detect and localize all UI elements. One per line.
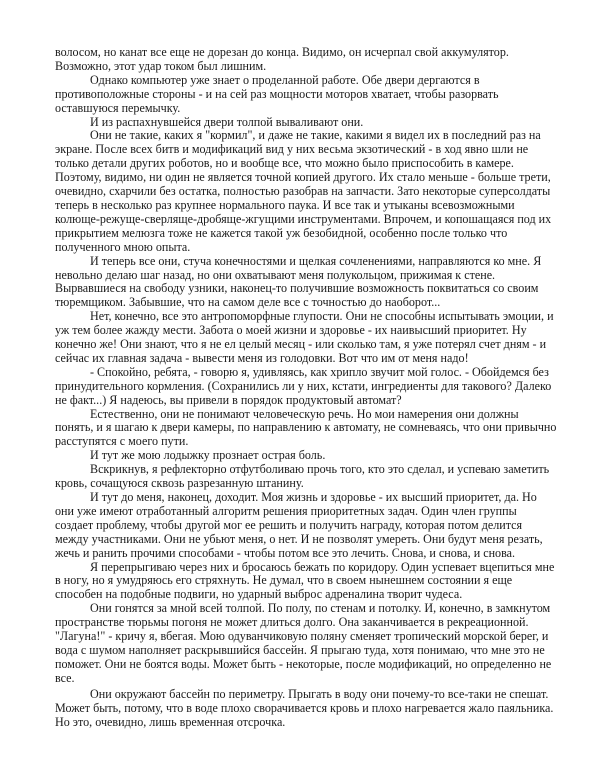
text-line: тюремщиком. Забывшие, что на самом деле все с точностью до наоборот... bbox=[55, 295, 441, 310]
text-line: сейчас их главная задача - вывести меня из голодовки. Вот что им от меня надо! bbox=[55, 350, 469, 365]
text-line: невольно делаю шаг назад, но они охватывают меня полукольцом, прижимая к стене. bbox=[55, 267, 496, 282]
paragraph bbox=[55, 602, 550, 685]
text-line: полученного мною опыта. bbox=[55, 239, 191, 254]
text-line: И тут же мою лодыжку прознает острая боль. bbox=[90, 448, 326, 463]
text-line: И тут до меня, наконец, доходит. Моя жизнь и здоровье - их высший приоритет, да. Но bbox=[90, 490, 537, 504]
text-line: кровь, сочащуюся сквозь разрезанную штанину. bbox=[55, 476, 304, 491]
text-line: расступятся с моего пути. bbox=[55, 434, 189, 449]
paragraph bbox=[55, 686, 554, 730]
paragraph bbox=[55, 406, 557, 450]
text-line: конечно же! Они знают, что я не ел целый месяц - или сколько там, я уже потерял счет дням - и bbox=[55, 337, 547, 352]
text-line: способен на подобные подвиги, но ударный выброс адреналина творит чудеса. bbox=[55, 587, 463, 602]
text-line: очевидно, схарчили без остатка, полностью разобрав на запчасти. Зато некоторые суперсолдаты bbox=[55, 184, 551, 199]
text-line: Я перепрыгиваю через них и бросаюсь бежать по коридору. Один успевает вцепиться мне bbox=[90, 559, 555, 574]
paragraph bbox=[55, 46, 550, 74]
paragraph bbox=[55, 449, 550, 463]
text-line: экране. После всех битв и модификаций вид у них весьма экзотический - в ход явно шли не bbox=[55, 142, 529, 157]
text-line: противоположные стороны - и на сей раз мощности моторов хватает, чтобы разорвать bbox=[55, 86, 499, 101]
text-line: Поэтому, видимо, ни один не является точной копией другого. Их стало меньше - больше трети, bbox=[55, 170, 551, 185]
text-line: И из распахнувшейся двери толпой вываливают они. bbox=[90, 114, 364, 129]
text-line: теперь в несколько раз крупнее нормального паука. И все так и утыканы всевозможными bbox=[55, 197, 515, 212]
text-line: Нет, конечно, все это антропоморфные глупости. Они не способны испытывать эмоции, и bbox=[90, 309, 554, 324]
text-line: понять, и я шагаю к двери камеры, по направлению к автомату, не сомневаясь, что они привычно bbox=[55, 420, 557, 435]
text-line: Они не такие, каких я "кормил", и даже не такие, какими я видел их в последний раз на bbox=[90, 128, 541, 143]
text-line: Они гонятся за мной всей толпой. По полу, по стенам и потолку. И, конечно, в замкнутом bbox=[90, 601, 551, 616]
text-line: Может быть, потому, что в воде плохо сворачивается кровь и плохо нагревается жало паяльника. bbox=[55, 700, 554, 715]
text-line: Однако компьютер уже знает о проделанной работе. Обе двери дергаются в bbox=[90, 72, 480, 87]
paragraph bbox=[55, 491, 550, 561]
text-line: "Лагуна!" - кричу я, вбегая. Мою одуванчиковую поляну сменяет тропический морской берег, и bbox=[55, 629, 549, 644]
text-line: принудительного кормления. (Сохранились ли у них, кстати, ингредиенты для такового? Далеко bbox=[55, 378, 552, 393]
text-line: И теперь все они, стуча конечностями и щелкая сочленениями, направляются ко мне. Я bbox=[90, 253, 542, 268]
text-line: Вскрикнув, я рефлекторно отфутболиваю прочь того, кто это сделал, и успеваю заметить bbox=[90, 462, 550, 477]
text-line: Возможно, этот удар током был лишним. bbox=[55, 58, 267, 73]
text-line: Вырвавшиеся на свободу узники, наконец-то получившие возможность поквитаться со своим bbox=[55, 281, 539, 296]
text-line: - Спокойно, ребята, - говорю я, удивляясь, как хрипло звучит мой голос. - Обойдемся без bbox=[90, 364, 549, 379]
text-line: Но это, очевидно, лишь временная отсрочка. bbox=[55, 714, 286, 729]
text-line: создает проблему, чтобы другой мог ее решить и получить награду, которая потом делится bbox=[55, 517, 523, 532]
paragraph bbox=[55, 309, 554, 366]
text-line: поможет. Они не боятся воды. Может быть - некоторые, после модификаций, но определенно не bbox=[55, 656, 552, 671]
text-line: вода с шумом наполняет раскрывшийся бассейн. Я прыгаю туда, хотя понимаю, что мне это не bbox=[55, 642, 545, 657]
text-line: все. bbox=[55, 670, 75, 685]
text-line: пространстве тюрьмы погоня не может длиться долго. Она заканчивается в рекреационной. bbox=[55, 615, 529, 630]
text-line: волосом, но канат все еще не дорезан до конца. Видимо, он исчерпал свой аккумулятор. bbox=[55, 45, 509, 59]
text-line: они уже имеют отработанный алгоритм решения приоритетных задач. Один член группы bbox=[55, 503, 517, 518]
text-line: оставшуюся перемычку. bbox=[55, 100, 181, 115]
paragraph bbox=[55, 255, 550, 311]
paragraph bbox=[55, 116, 550, 130]
text-line: колюще-режуще-сверляще-дробяще-жгущими инструментами. Впрочем, и копошащаяся под их bbox=[55, 211, 552, 226]
paragraph bbox=[55, 559, 555, 603]
text-line: прикрытием мелюзга тоже не кажется такой уж безобидной, особенно после только что bbox=[55, 225, 508, 240]
text-line: между участниками. Они не убьют меня, о нет. И не позволят умереть. Они будут меня резать, bbox=[55, 531, 543, 546]
text-line: в ногу, но я умудряюсь его стряхнуть. Не думал, что в своем нынешнем состоянии я еще bbox=[55, 573, 513, 588]
paragraph bbox=[55, 74, 550, 116]
paragraph bbox=[55, 129, 550, 254]
text-line: Они окружают бассейн по периметру. Прыгать в воду они почему-то все-таки не спешат. bbox=[90, 686, 549, 701]
paragraph bbox=[55, 463, 550, 491]
document-page bbox=[55, 45, 557, 729]
text-line: жечь и ранить прочими способами - чтобы потом все это лечить. Снова, и снова, и снова. bbox=[55, 545, 516, 560]
text-line: только детали других роботов, но и вообще все, что можно было приспособить в камере. bbox=[55, 156, 514, 171]
paragraph bbox=[55, 366, 550, 408]
text-line: уж тем более жажду мести. Забота о моей жизни и здоровье - их наивысший приоритет. Ну bbox=[55, 323, 527, 338]
text-line: Естественно, они не понимают человеческую речь. Но мои намерения они должны bbox=[90, 406, 519, 421]
text-line: не факт...) Я надеюсь, вы привели в порядок продуктовый автомат? bbox=[55, 392, 402, 407]
